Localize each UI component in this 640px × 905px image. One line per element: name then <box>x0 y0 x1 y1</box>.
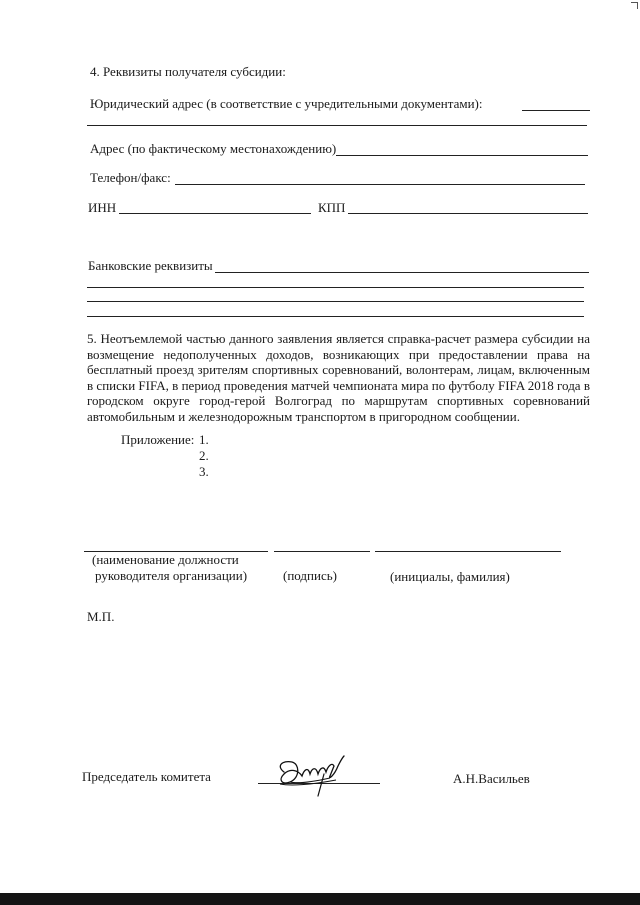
handwritten-signature <box>270 752 350 802</box>
inn-label: ИНН <box>88 200 117 215</box>
phone-fax-label: Телефон/факс: <box>90 170 171 185</box>
legal-address-label: Юридический адрес (в соответствие с учредительными документами): <box>90 96 483 111</box>
signature-field[interactable] <box>274 551 370 552</box>
scan-edge-bar <box>0 893 640 905</box>
position-caption-line1: (наименование должности <box>92 552 239 567</box>
name-field[interactable] <box>375 551 561 552</box>
bank-details-line3[interactable] <box>87 301 584 302</box>
stamp-place: М.П. <box>87 609 115 624</box>
actual-address-field[interactable] <box>336 155 588 156</box>
chairman-name: А.Н.Васильев <box>453 771 530 786</box>
chairman-title: Председатель комитета <box>82 769 211 784</box>
inn-field[interactable] <box>119 213 311 214</box>
signature-caption: (подпись) <box>283 568 337 583</box>
actual-address-label: Адрес (по фактическому местонахождению) <box>90 141 337 156</box>
attachment-item-1: 1. <box>199 432 209 447</box>
phone-fax-field[interactable] <box>175 184 585 185</box>
position-caption-line2: руководителя организации) <box>95 568 248 583</box>
attachment-item-2: 2. <box>199 448 209 463</box>
legal-address-field[interactable] <box>522 110 590 111</box>
bank-details-field[interactable] <box>215 272 589 273</box>
attachments-label: Приложение: <box>121 432 195 447</box>
attachment-item-3: 3. <box>199 464 209 479</box>
scan-corner-mark <box>631 2 638 9</box>
bank-details-line4[interactable] <box>87 316 584 317</box>
name-caption: (инициалы, фамилия) <box>390 569 510 584</box>
bank-details-label: Банковские реквизиты <box>88 258 213 273</box>
kpp-field[interactable] <box>348 213 588 214</box>
kpp-label: КПП <box>318 200 346 215</box>
section4-heading: 4. Реквизиты получателя субсидии: <box>90 64 286 79</box>
legal-address-field-line2[interactable] <box>87 125 587 126</box>
bank-details-line2[interactable] <box>87 287 584 288</box>
section5-paragraph: 5. Неотъемлемой частью данного заявления является справка-расчет размера субсидии на возмещение недополученных доходов, возникающих при предоставлении права на бесплатный проезд зрителям спортивных соревнований, волонтерам, лицам, включенным в списки FIFA, в период проведения матчей чемпионата мира по футболу FIFA 2018 года в городском округе город-герой Волгоград по маршрутам спортивных соревнований автомобильным и железнодорожным транспортом в пригородном сообщении. <box>87 331 590 424</box>
